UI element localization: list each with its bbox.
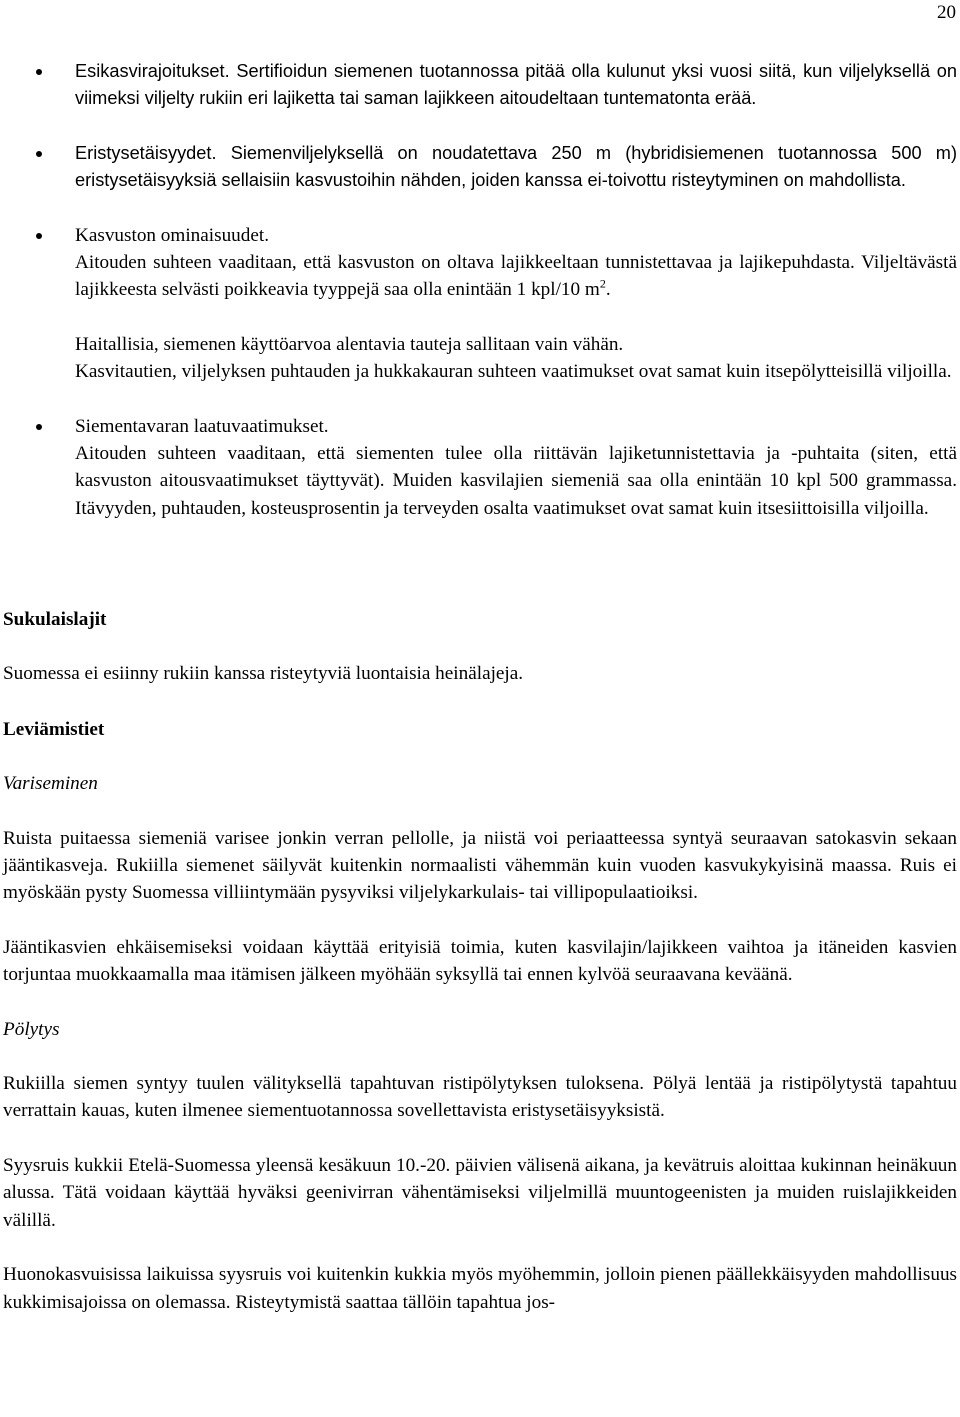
bullet-icon: [36, 424, 42, 430]
bullet-body: Sertifioidun siemenen tuotannossa pitää olla kulunut yksi vuosi siitä, kun viljelyksellä on viimeksi viljelty rukiin eri lajiketta tai saman lajikkeen aitoudeltaan tuntematonta erää.: [75, 61, 957, 109]
subsection-heading: Variseminen: [3, 773, 98, 795]
section-heading: Sukulaislajit: [3, 609, 107, 630]
section-heading: Leviämistiet: [3, 718, 105, 740]
list-item-text: [75, 58, 957, 113]
bullet-icon: [36, 233, 42, 239]
paragraph-text: Haitallisia, siemenen käyttöarvoa alentavia tauteja sallitaan vain vähän.: [75, 334, 624, 355]
document-body: [3, 58, 957, 1316]
list-item-text: [75, 140, 957, 195]
page-number: 20: [937, 2, 956, 23]
bullet-icon: [36, 151, 42, 157]
paragraph: Jääntikasvien ehkäisemiseksi voidaan käyttää erityisiä toimia, kuten kasvilajin/lajikkeen vaihtoa ja itäneiden kasvien torjuntaa muokkaamalla maa itämisen jälkeen myöhään syksyllä tai ennen kylvöä seuraavana keväänä.: [3, 936, 957, 986]
requirements-list: [3, 58, 957, 249]
paragraph-text: Aitouden suhteen vaaditaan, että kasvuston on oltava lajikkeeltaan tunnistettavaa ja lajikepuhdasta. Viljeltävästä lajikkeesta selvästi poikkeavia tyyppejä saa olla enintään 1 kpl/10 m: [75, 252, 957, 301]
growth-conditions-paragraph-2: [3, 331, 957, 358]
bullet-title: Eristysetäisyydet.: [75, 143, 217, 163]
paragraph: Syysruis kukkii Etelä-Suomessa yleensä kesäkuun 10.-20. päivien välisenä aikana, ja kevätruis aloittaa kukinnan heinäkuun alussa. Tätä voidaan käyttää hyväksi geenivirran vähentämiseksi viljelmillä muuntogeenisten ja muiden ruislajikkeiden välillä.: [3, 1154, 957, 1231]
bullet-title: Kasvuston ominaisuudet.: [75, 225, 269, 246]
paragraph-text: Aitouden suhteen vaaditaan, että siementen tulee olla riittävän lajiketunnistettavia ja -puhtaita (siten, että kasvuston aitousvaatimukset täyttyvät). Muiden kasvilajien siemeniä saa olla enintään 10 kpl 500 grammassa. Itävyyden, puhtauden, kosteusprosentin ja terveyden osalta vaatimukset ovat samat kuin itsesiittoisilla viljoilla.: [75, 443, 957, 519]
bullet-title: Siementavaran laatuvaatimukset.: [75, 416, 329, 437]
subsection-heading: Pölytys: [3, 1018, 60, 1040]
bullet-body: Siemenviljelyksellä on noudatettava 250 m (hybridisiemenen tuotannossa 500 m) eristysetäisyyksiä sellaisiin kasvustoihin nähden, joiden kanssa ei-toivottu risteytyminen on mahdollista.: [75, 143, 957, 191]
list-item: [3, 58, 957, 140]
superscript: 2: [599, 277, 606, 292]
paragraph-end: .: [605, 279, 611, 301]
paragraph-text: Kasvitautien, viljelyksen puhtauden ja hukkakauran suhteen vaatimukset ovat samat kuin itsepölytteisillä viljoilla.: [75, 361, 952, 382]
requirements-list-2: [3, 413, 957, 440]
list-item: [3, 222, 957, 249]
growth-conditions-paragraph-1: [3, 249, 957, 331]
list-item: [3, 413, 957, 440]
paragraph: Suomessa ei esiinny rukiin kanssa risteytyviä luontaisia heinälajeja.: [3, 663, 524, 685]
seed-quality-paragraph: [3, 440, 957, 550]
paragraph: Ruista puitaessa siemeniä varisee jonkin verran pellolle, ja niistä voi periaatteessa syntyä seuraavan satokasvin sekaan jääntikasveja. Rukiilla siemenet säilyvät kuitenkin normaalisti vähemmän kuin vuoden kasvukykyisinä maassa. Ruis ei myöskään pysty Suomessa villiintymään pysyviksi viljelykarkulais- tai villipopulaatioiksi.: [3, 827, 957, 904]
paragraph: Huonokasvuisissa laikuissa syysruis voi kuitenkin kukkia myös myöhemmin, jolloin pienen päällekkäisyyden mahdollisuus kukkimisajoissa on olemassa. Risteytymistä saattaa tällöin tapahtua jos-: [3, 1264, 957, 1313]
bullet-title: Esikasvirajoitukset.: [75, 61, 230, 81]
growth-conditions-paragraph-3: [3, 358, 957, 413]
paragraph: Rukiilla siemen syntyy tuulen välityksellä tapahtuvan ristipölytyksen tuloksena. Pölyä lentää ja ristipölytystä tapahtuu verrattain kauas, kuten ilmenee siementuotannossa sovellettavista eristysetäisyyksistä.: [3, 1073, 957, 1122]
list-item: [3, 140, 957, 222]
bullet-icon: [36, 69, 42, 75]
